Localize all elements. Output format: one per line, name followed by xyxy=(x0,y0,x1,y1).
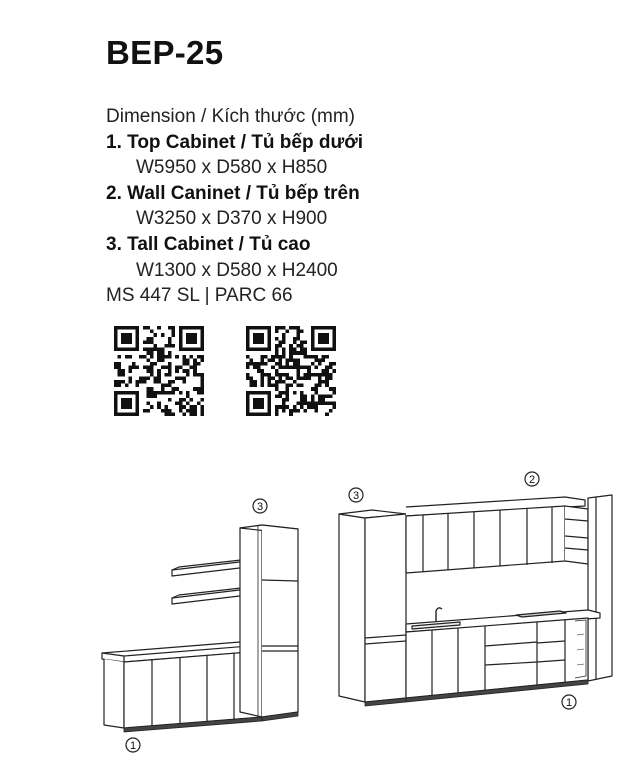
kitchen-elevation-drawing xyxy=(0,440,643,761)
qr-code-icon[interactable] xyxy=(246,326,336,416)
cabinet-size-tall: W1300 x D580 x H2400 xyxy=(136,259,338,281)
left-kitchen-view xyxy=(102,499,298,752)
qr-code-icon[interactable] xyxy=(114,326,204,416)
cabinet-name-tall: 3. Tall Cabinet / Tủ cao xyxy=(106,233,311,255)
product-code: BEP-25 xyxy=(106,34,224,71)
callout-top-right: 1 xyxy=(565,697,573,709)
right-kitchen-view xyxy=(339,472,612,709)
callout-tall-right: 3 xyxy=(352,490,360,502)
cabinet-name-wall: 2. Wall Caninet / Tủ bếp trên xyxy=(106,182,360,204)
spec-list xyxy=(106,104,526,309)
callout-top-left: 1 xyxy=(129,740,137,752)
callout-wall-right: 2 xyxy=(528,474,536,486)
cabinet-name-top: 1. Top Cabinet / Tủ bếp dưới xyxy=(106,131,364,153)
cabinet-size-wall: W3250 x D370 x H900 xyxy=(136,208,328,230)
materials-text: MS 447 SL | PARC 66 xyxy=(106,285,293,307)
cabinet-size-top: W5950 x D580 x H850 xyxy=(136,157,328,179)
dimension-label: Dimension / Kích thước (mm) xyxy=(106,106,356,127)
callout-tall-left: 3 xyxy=(256,501,264,513)
